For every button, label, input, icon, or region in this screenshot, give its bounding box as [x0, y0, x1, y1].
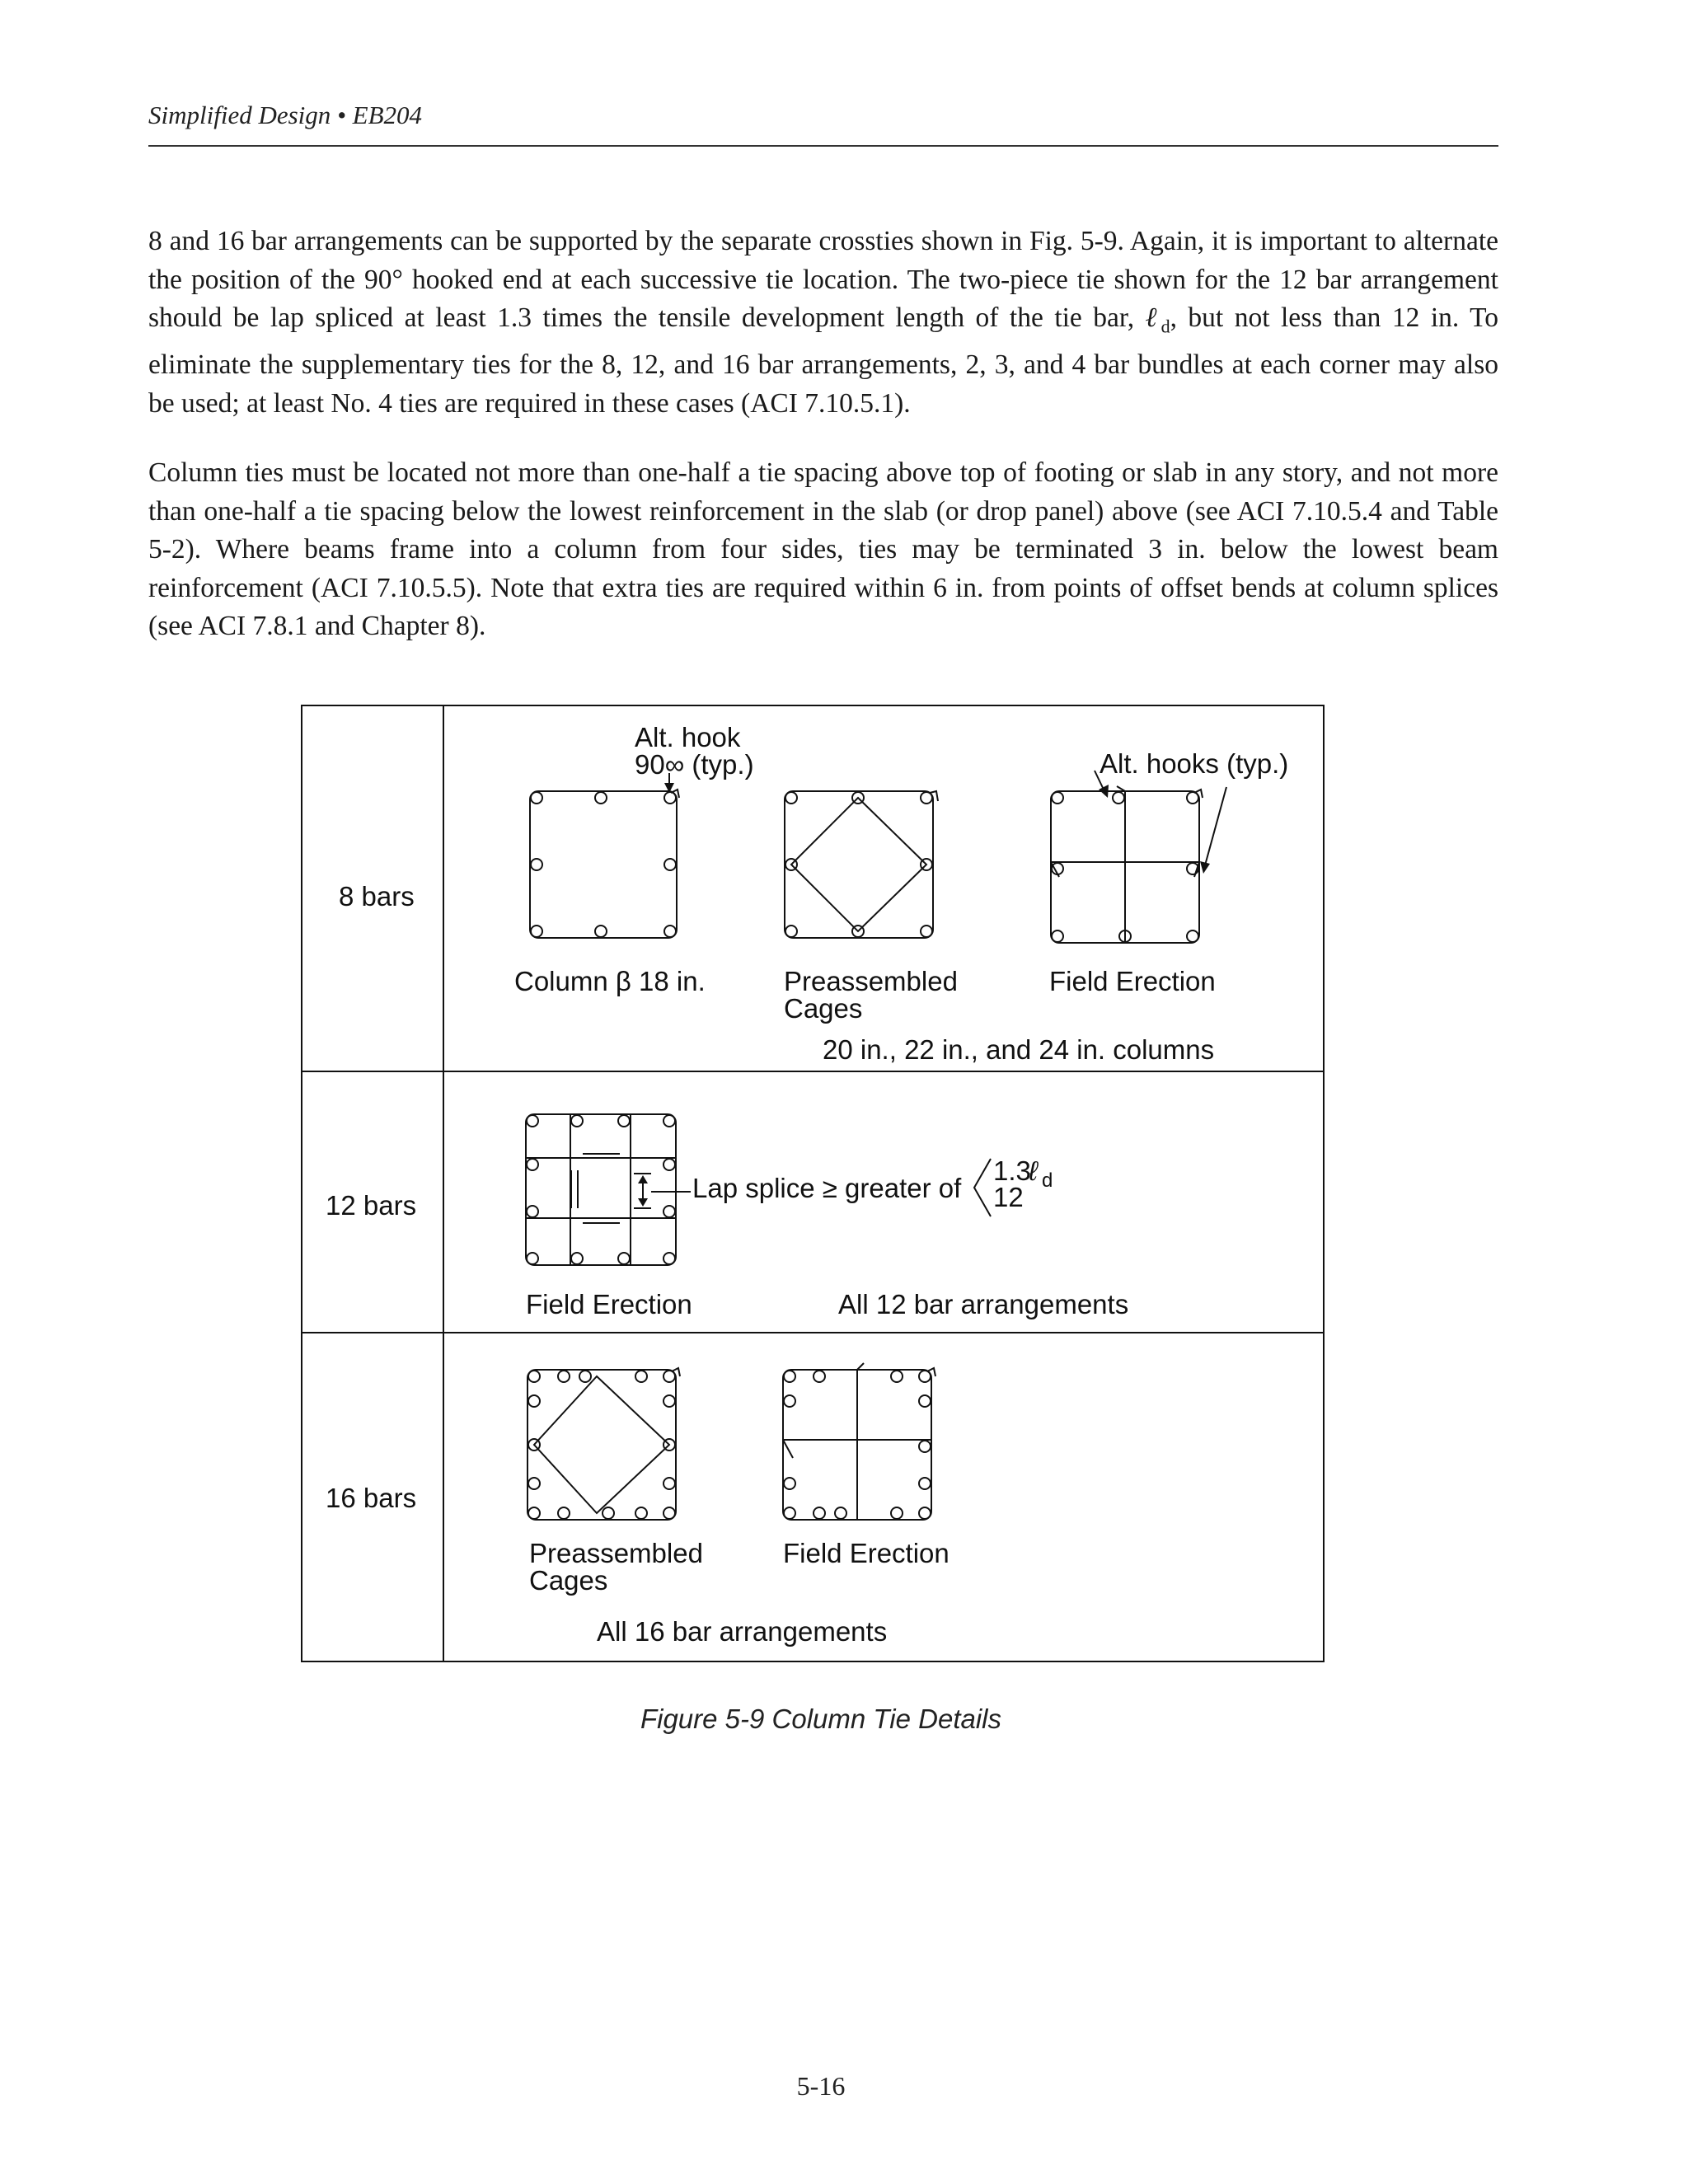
tie-diagram-8-bar-small-column [530, 790, 679, 938]
development-length-subscript: d [1160, 316, 1170, 337]
option-12-in: 12 [993, 1182, 1024, 1212]
lap-splice-label: Lap splice ≥ greater of [692, 1173, 962, 1203]
alt-hooks-arrows [1095, 771, 1226, 874]
all-16-bar-note: All 16 bar arrangements [597, 1616, 888, 1647]
paragraph-1-text-a: 8 and 16 bar arrangements can be supported by the separate crossties shown in Fig. 5-9. Again, it is important to alternate the position of the 90° hooked end at each successive tie location. The two-piece tie shown for the 12 bar arrangement should be lap spliced at least 1.3 times the tensile development length of the tie bar, [148, 226, 1498, 334]
all-12-bar-note: All 12 bar arrangements [838, 1289, 1129, 1319]
option-ld-symbol: ℓ [1029, 1155, 1038, 1186]
alt-hook-label-line2: 90∞ (typ.) [635, 749, 754, 780]
tie-diagram-16-bar-preassembled [528, 1368, 680, 1520]
column-size-label: Column β 18 in. [514, 966, 706, 996]
field-erection-label-8: Field Erection [1049, 966, 1216, 996]
option-value-1-3: 1.3 [993, 1155, 1031, 1186]
tie-diagram-8-bar-preassembled [785, 791, 938, 938]
paragraph-2: Column ties must be located not more than one-half a tie spacing above top of footing or slab in any story, and not more than one-half a tie spacing below the lowest reinforcement in the slab (or drop panel) above (see ACI 7.10.5.4 and Table 5-2). Where beams frame into a column from four sides, ties may be terminated 3 in. below the lowest beam reinforcement (ACI 7.10.5.5). Note that extra ties are required within 6 in. from points of offset bends at column splices (see ACI 7.8.1 and Chapter 8). [148, 457, 1498, 642]
preassembled-label-16-line2: Cages [529, 1565, 608, 1596]
row-label-16-bars: 16 bars [326, 1483, 417, 1513]
development-length-symbol: ℓ [1145, 302, 1161, 334]
page-number: 5-16 [796, 2071, 846, 2101]
lap-splice-arrow-down [638, 1198, 648, 1207]
figure-caption: Figure 5-9 Column Tie Details [640, 1704, 1002, 1734]
preassembled-label-16-line1: Preassembled [529, 1538, 703, 1568]
option-ld-subscript: d [1042, 1169, 1053, 1192]
lap-splice-arrow-up [638, 1175, 648, 1183]
running-header: Simplified Design • EB204 [148, 101, 423, 129]
tie-diagram-8-bar-field-erection [1051, 786, 1203, 943]
options-bracket [974, 1159, 991, 1216]
tie-diagram-16-bar-field-erection [783, 1363, 935, 1520]
tie-diagram-12-bar-field-erection [526, 1114, 676, 1265]
alt-hooks-label: Alt. hooks (typ.) [1100, 748, 1289, 779]
paragraph-1-text-b: , but not less than 12 in. To eliminate the supplementary ties for the 8, 12, and 16 bar arrangements, 2, 3, and 4 bar bundles at each corner may also be used; at least No. 4 ties are required in these cases (ACI 7.10.5.1). [148, 302, 1498, 419]
row-label-12-bars: 12 bars [326, 1190, 417, 1221]
field-erection-label-16: Field Erection [783, 1538, 950, 1568]
row-label-8-bars: 8 bars [339, 881, 415, 912]
preassembled-label-8-line1: Preassembled [784, 966, 958, 996]
column-sizes-note: 20 in., 22 in., and 24 in. columns [823, 1034, 1215, 1065]
field-erection-label-12: Field Erection [526, 1289, 692, 1319]
alt-hook-label-line1: Alt. hook [635, 722, 741, 752]
preassembled-label-8-line2: Cages [784, 993, 863, 1024]
